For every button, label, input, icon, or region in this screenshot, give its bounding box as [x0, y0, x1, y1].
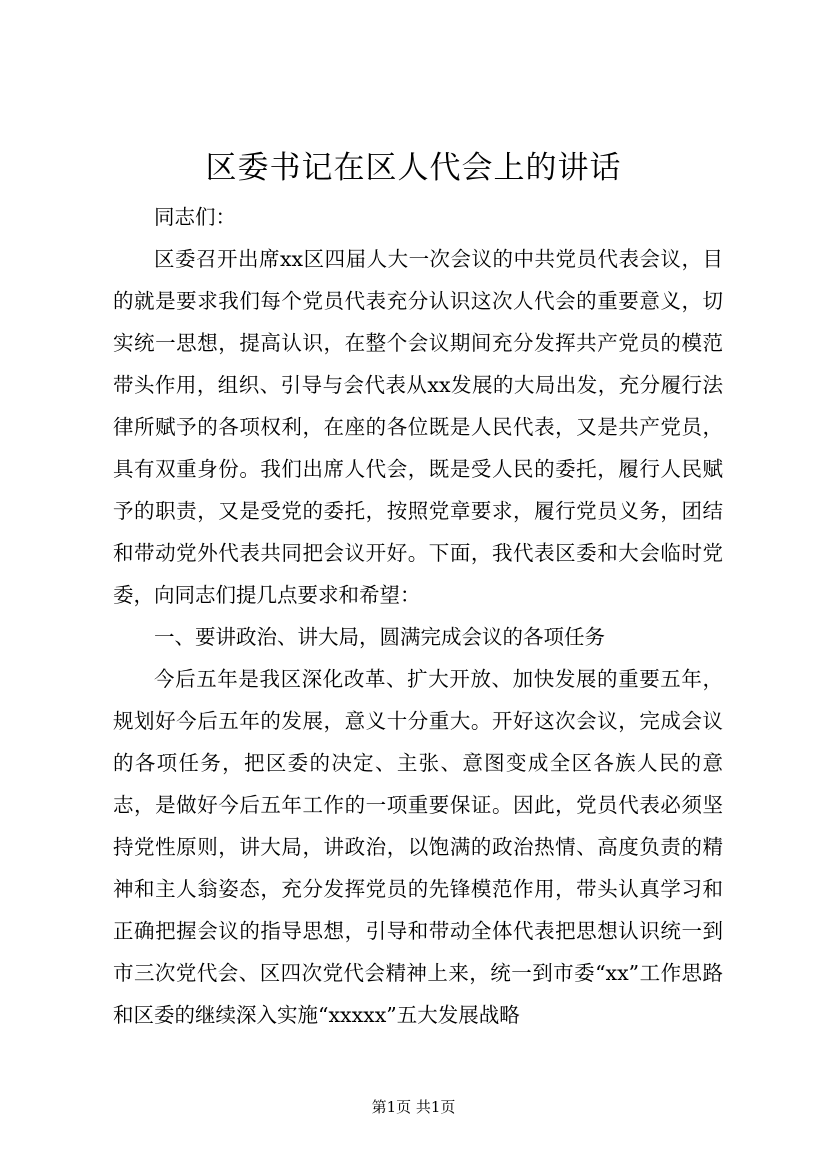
- document-body: [113, 196, 723, 1036]
- salutation-paragraph: 同志们：: [154, 205, 236, 229]
- section-heading: 一、要讲政治、讲大局，圆满完成会议的各项任务: [154, 625, 605, 649]
- page-footer: 第1页 共1页: [371, 1098, 456, 1116]
- intro-paragraph: 区委召开出席xx区四届人大一次会议的中共党员代表会议，目的就是要求我们每个党员代表充分认识这次人代会的重要意义，切实统一思想，提高认识，在整个会议期间充分发挥共产党员的模范带头作用，组织、引导与会代表从xx发展的大局出发，充分履行法律所赋予的各项权利，在座的各位既是人民代表，又是共产党员，具有双重身份。我们出席人代会，既是受人民的委托，履行人民赋予的职责，又是受党的委托，按照党章要求，履行党员义务，团结和带动党外代表共同把会议开好。下面，我代表区委和大会临时党委，向同志们提几点要求和希望：: [113, 247, 723, 607]
- section-paragraph: 今后五年是我区深化改革、扩大开放、加快发展的重要五年，规划好今后五年的发展，意义十分重大。开好这次会议，完成会议的各项任务，把区委的决定、主张、意图变成全区各族人民的意志，是做好今后五年工作的一项重要保证。因此，党员代表必须坚持党性原则，讲大局，讲政治，以饱满的政治热情、高度负责的精神和主人翁姿态，充分发挥党员的先锋模范作用，带头认真学习和正确把握会议的指导思想，引导和带动全体代表把思想认识统一到市三次党代会、区四次党代会精神上来，统一到市委“xx”工作思路和区委的继续深入实施“xxxxx”五大发展战略: [113, 667, 723, 1027]
- document-title: 区委书记在区人代会上的讲话: [205, 150, 622, 186]
